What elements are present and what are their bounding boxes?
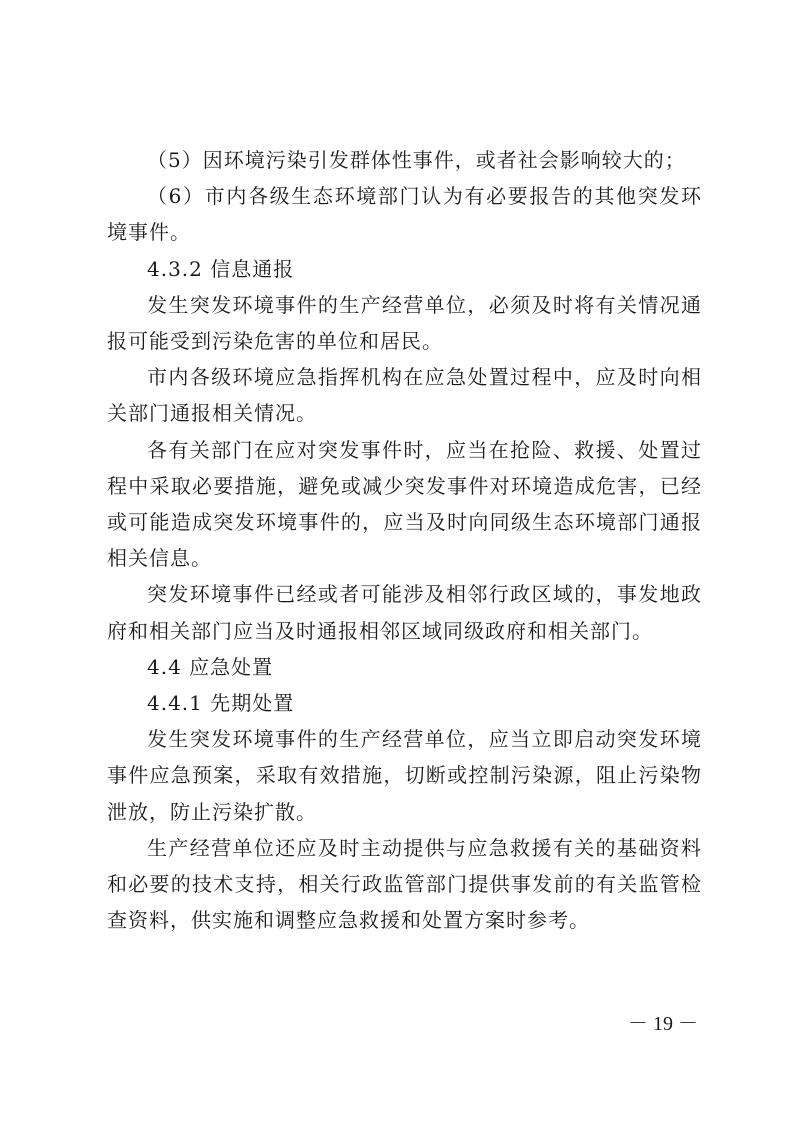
paragraph-item-6: （6）市内各级生态环境部门认为有必要报告的其他突发环境事件。	[107, 184, 702, 245]
paragraph-adjacent-regions: 突发环境事件已经或者可能涉及相邻行政区域的，事发地政府和相关部门应当及时通报相邻区域同级政府和相关部门。	[107, 582, 702, 643]
paragraph-notify-departments: 市内各级环境应急指挥机构在应急处置过程中，应及时向相关部门通报相关情况。	[107, 365, 702, 426]
section-heading-4-4-1: 4.4.1 先期处置	[147, 691, 295, 716]
document-body	[107, 142, 702, 938]
paragraph-department-measures: 各有关部门在应对突发事件时，应当在抢险、救援、处置过程中采取必要措施，避免或减少突发事件对环境造成危害，已经或可能造成突发环境事件的，应当及时向同级生态环境部门通报相关信息。	[107, 437, 702, 571]
page-number: － 19 －	[628, 1013, 698, 1035]
paragraph-technical-support: 生产经营单位还应及时主动提供与应急救援有关的基础资料和必要的技术支持，相关行政监管部门提供事发前的有关监管检查资料，供实施和调整应急救援和处置方案时参考。	[107, 835, 702, 933]
paragraph-notify-residents: 发生突发环境事件的生产经营单位，必须及时将有关情况通报可能受到污染危害的单位和居民。	[107, 292, 702, 354]
section-heading-4-3-2: 4.3.2 信息通报	[147, 256, 295, 281]
section-heading-4-4: 4.4 应急处置	[147, 654, 274, 679]
paragraph-item-5: （5）因环境污染引发群体性事件，或者社会影响较大的；	[147, 148, 686, 172]
paragraph-initial-response: 发生突发环境事件的生产经营单位，应当立即启动突发环境事件应急预案，采取有效措施，切断或控制污染源，阻止污染物泄放，防止污染扩散。	[107, 727, 702, 824]
